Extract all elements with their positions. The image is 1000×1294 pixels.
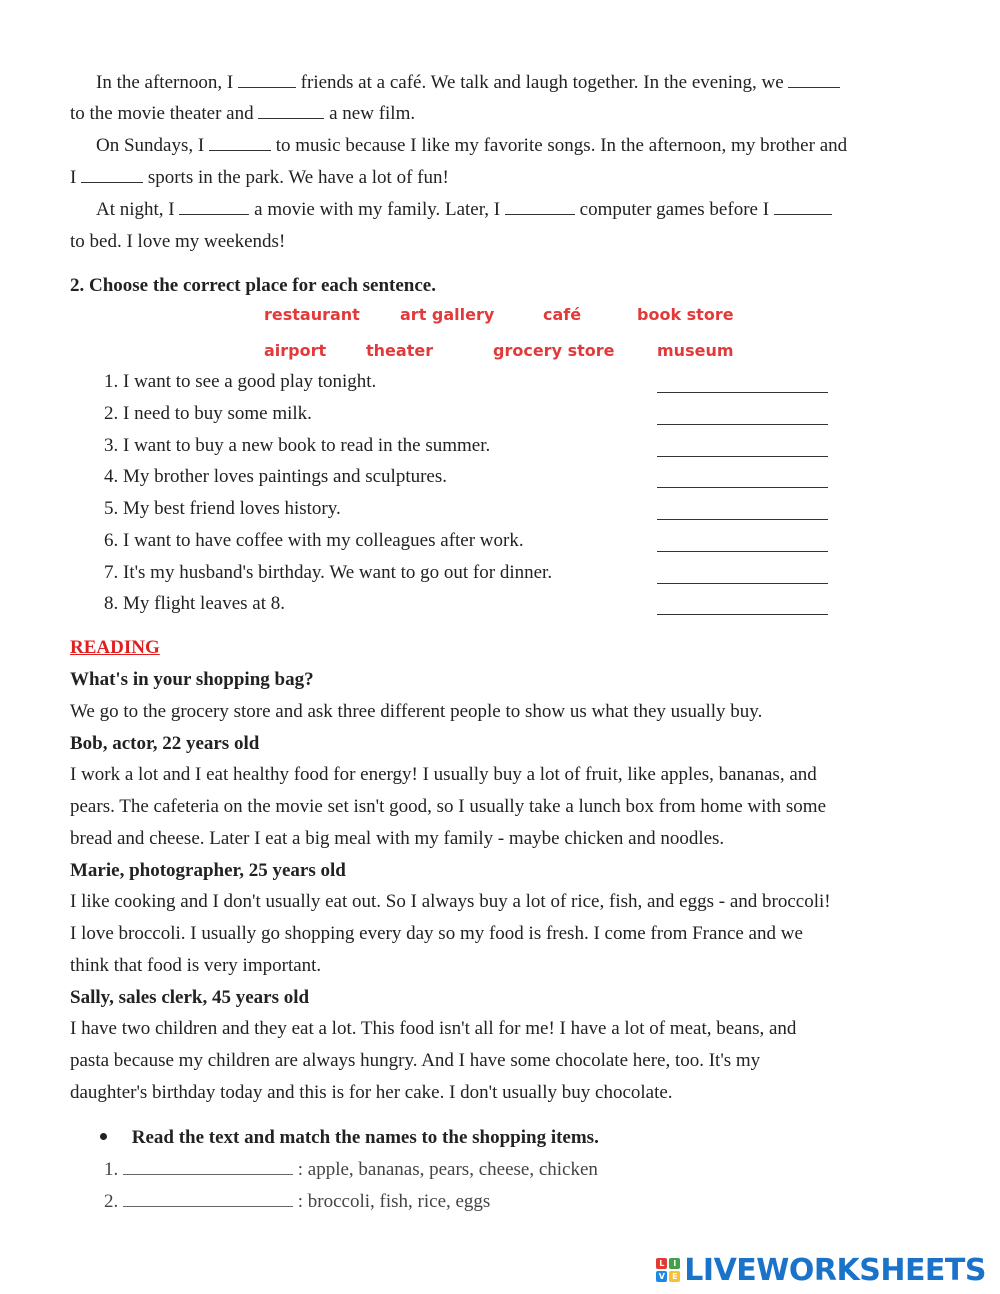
question-item: 8. My flight leaves at 8. [104,593,285,614]
text-line: bread and cheese. Later I eat a big meal with my family - maybe chicken and noodles. [70,828,725,849]
blank-input[interactable] [209,133,271,151]
passage-line-2: to the movie theater and a new film. [70,103,416,124]
text-line: I love broccoli. I usually go shopping every day so my food is fresh. I come from France and we [70,923,803,944]
place-option: art gallery [400,305,495,324]
passage-line-1: In the afternoon, I friends at a café. We talk and laugh together. In the evening, we [96,70,840,96]
answer-input[interactable] [657,551,828,552]
place-option: museum [657,341,734,360]
reading-intro: We go to the grocery store and ask three different people to show us what they usually buy. [70,701,763,722]
blank-input[interactable] [505,197,575,215]
answer-input[interactable] [657,456,828,457]
bullet-icon [100,1133,107,1140]
question-item: 3. I want to buy a new book to read in the summer. [104,435,491,456]
liveworksheets-logo [656,1253,986,1287]
text-line: pasta because my children are always hungry. And I have some chocolate here, too. It's my [70,1050,761,1071]
place-option: grocery store [493,341,615,360]
passage-line-6: to bed. I love my weekends! [70,231,286,252]
place-option: café [543,305,582,324]
text-line: daughter's birthday today and this is for her cake. I don't usually buy chocolate. [70,1082,673,1103]
answer-input[interactable] [657,583,828,584]
match-item: 2. : broccoli, fish, rice, eggs [104,1191,491,1212]
question-item: 6. I want to have coffee with my colleagues after work. [104,530,524,551]
passage-line-4: I sports in the park. We have a lot of fun! [70,167,449,188]
text-line: I work a lot and I eat healthy food for energy! I usually buy a lot of fruit, like apples, bananas, and [70,764,817,785]
text-line: I like cooking and I don't usually eat out. So I always buy a lot of rice, fish, and eggs - and broccoli! [70,891,831,912]
answer-input[interactable] [657,487,828,488]
reading-title: READING [70,637,160,658]
blank-input[interactable] [258,101,324,119]
answer-input[interactable] [657,392,828,393]
blank-input[interactable] [788,70,840,88]
person-heading-sally: Sally, sales clerk, 45 years old [70,987,310,1008]
question-item: 2. I need to buy some milk. [104,403,312,424]
place-option: theater [366,341,434,360]
text-line: I have two children and they eat a lot. This food isn't all for me! I have a lot of meat, beans, and [70,1018,797,1039]
question-item: 1. I want to see a good play tonight. [104,371,377,392]
blank-input[interactable] [774,197,832,215]
person-heading-bob: Bob, actor, 22 years old [70,733,260,754]
person-heading-marie: Marie, photographer, 25 years old [70,860,346,881]
answer-input[interactable] [657,424,828,425]
reading-subtitle: What's in your shopping bag? [70,669,314,690]
question-item: 4. My brother loves paintings and sculptures. [104,466,448,487]
logo-text: LIVEWORKSHEETS [684,1252,986,1288]
blank-input[interactable] [81,165,143,183]
question-item: 7. It's my husband's birthday. We want to go out for dinner. [104,562,553,583]
match-item: 1. : apple, bananas, pears, cheese, chicken [104,1159,598,1180]
place-option: airport [264,341,327,360]
answer-input[interactable] [657,614,828,615]
section-heading: 2. Choose the correct place for each sentence. [70,275,436,296]
logo-mark-icon: L I V E [656,1258,680,1282]
blank-input[interactable] [179,197,249,215]
answer-input[interactable] [657,519,828,520]
blank-input[interactable] [238,70,296,88]
text-line: think that food is very important. [70,955,322,976]
place-option: book store [637,305,734,324]
match-answer-input[interactable] [123,1157,293,1175]
text-line: pears. The cafeteria on the movie set isn't good, so I usually take a lunch box from home with some [70,796,827,817]
passage-line-5: At night, I a movie with my family. Later, I computer games before I [96,197,832,223]
place-option: restaurant [264,305,360,324]
match-answer-input[interactable] [123,1189,293,1207]
question-item: 5. My best friend loves history. [104,498,341,519]
passage-line-3: On Sundays, I to music because I like my favorite songs. In the afternoon, my brother and [96,135,848,156]
task-instruction: Read the text and match the names to the shopping items. [100,1125,599,1151]
